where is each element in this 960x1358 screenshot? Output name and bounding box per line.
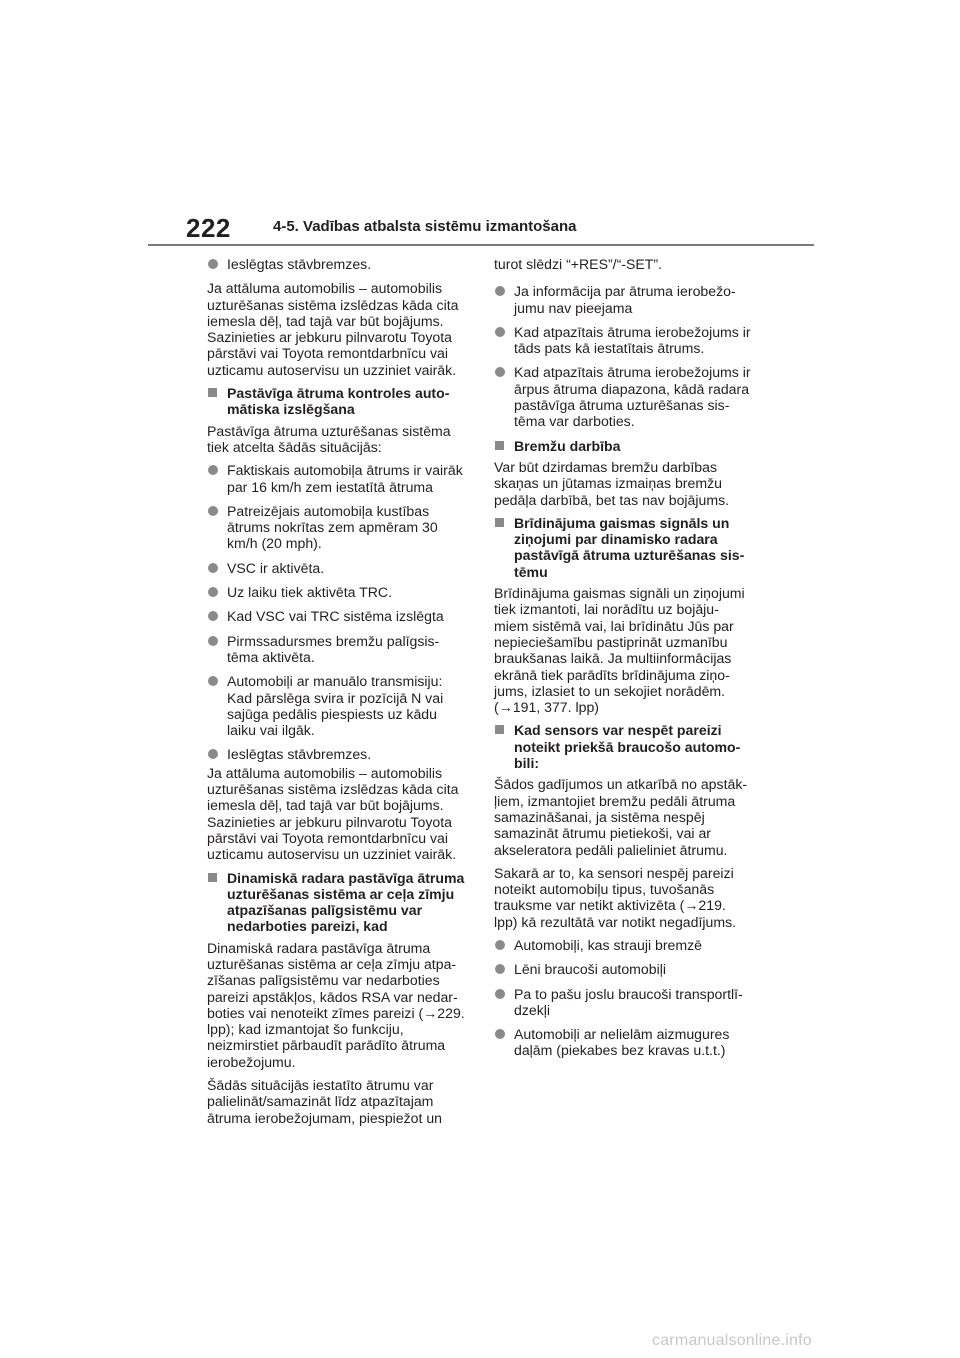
list-item-text: Ieslēgtas stāvbremzes. bbox=[227, 746, 372, 763]
list-item-text: Automobiļi ar manuālo transmisiju: Kad pārslēga svira ir pozīcijā N vai sajūga pedālis piespiests uz kādu laiku vai ilgāk. bbox=[227, 673, 444, 739]
list-item-text: Uz laiku tiek aktivēta TRC. bbox=[227, 584, 393, 601]
paragraph: Dinamiskā radara pastāvīga ātruma uzturēšanas sistēma ar ceļa zīmju atpa-zīšanas palīgsistēmu var nedarboties pareizi apstākļos, kādos RSA var nedar-boties vai nenoteikt zīmes pareizi (→229. lpp); kad izmantojat šo funkciju, neizmirstiet pārbaudīt parādīto ātruma ierobežojumu. bbox=[207, 939, 465, 1070]
bullet-dot-icon bbox=[495, 367, 505, 377]
bullet-dot-icon bbox=[495, 327, 505, 337]
list-item-text: Pirmssadursmes bremžu palīgsis-tēma aktivēta. bbox=[227, 632, 440, 665]
list-item bbox=[494, 283, 752, 316]
list-item-text: Kad atpazītais ātruma ierobežojums ir tāds pats kā iestatītais ātrums. bbox=[514, 323, 751, 357]
watermark: carmanualsonline.info bbox=[652, 1332, 812, 1349]
list-item-text: Patreizējais automobiļa kustības ātrums nokrītas zem apmēram 30 km/h (20 mph). bbox=[227, 502, 438, 552]
list-item bbox=[207, 633, 465, 666]
subheading-text: Kad sensors var nespēt pareizi noteikt priekšā braucošo automo-bili: bbox=[514, 722, 741, 772]
header-divider bbox=[148, 244, 814, 246]
subheading bbox=[494, 722, 752, 771]
subheading bbox=[207, 385, 465, 418]
bullet-dot-icon bbox=[208, 259, 218, 269]
list-item bbox=[494, 324, 752, 357]
paragraph: Brīdinājuma gaismas signāli un ziņojumi tiek izmantoti, lai norādītu uz bojāju-miem sistēmā vai, lai brīdinātu Jūs par nepieciešamību pastiprināt uzmanību braukšanas laikā. Ja multiinformācijas ekrānā tiek parādīts brīdinājuma ziņo-jums, izlasiet to un sekojiet norādēm. (→191, 377. lpp) bbox=[494, 585, 745, 716]
subheading-text: Pastāvīga ātruma kontroles auto-mātiska izslēgšana bbox=[227, 385, 450, 418]
right-column bbox=[494, 256, 752, 1067]
subheading bbox=[494, 515, 752, 580]
list-item bbox=[494, 1026, 752, 1059]
square-bullet-icon bbox=[208, 873, 217, 882]
square-bullet-icon bbox=[495, 441, 504, 450]
list-item bbox=[494, 364, 752, 429]
list-item bbox=[207, 503, 465, 552]
subheading-text: Brīdinājuma gaismas signāls un ziņojumi par dinamisko radara pastāvīgā ātruma uzturēšanas sis-tēmu bbox=[514, 514, 745, 580]
list-item-text: VSC ir aktivēta. bbox=[227, 559, 325, 576]
bullet-dot-icon bbox=[208, 611, 218, 621]
list-item bbox=[207, 673, 465, 738]
subheading bbox=[494, 438, 752, 454]
list-item-text: Automobiļi ar nelielām aizmugures daļām (piekabes bez kravas u.t.t.) bbox=[514, 1026, 730, 1059]
bullet-dot-icon bbox=[208, 465, 218, 475]
page-header bbox=[148, 210, 814, 250]
list-item bbox=[207, 746, 465, 762]
list-item-text: Ja informācija par ātruma ierobežo-jumu nav pieejama bbox=[514, 283, 736, 316]
list-item bbox=[207, 462, 465, 495]
list-item-text: Automobiļi, kas strauji bremzē bbox=[514, 936, 702, 953]
section-title: 4-5. Vadības atbalsta sistēmu izmantošana bbox=[273, 218, 577, 235]
paragraph: Var būt dzirdamas bremžu darbības skaņas un jūtamas izmaiņas bremžu pedāļa darbībā, bet tas nav bojājums. bbox=[494, 458, 730, 508]
bullet-dot-icon bbox=[208, 636, 218, 646]
list-item bbox=[207, 560, 465, 576]
list-item-text: Lēni braucoši automobiļi bbox=[514, 961, 666, 978]
list-item bbox=[494, 986, 752, 1019]
paragraph: turot slēdzi “+RES”/“-SET”. bbox=[494, 256, 662, 272]
paragraph: Pastāvīga ātruma uzturēšanas sistēma tiek atcelta šādās situācijās: bbox=[207, 422, 451, 455]
left-column bbox=[207, 256, 465, 1133]
subheading-text: Dinamiskā radara pastāvīga ātruma uzturēšanas sistēma ar ceļa zīmju atpazīšanas palīgsistēmu var nedarboties pareizi, kad bbox=[227, 869, 465, 935]
page-number: 222 bbox=[186, 213, 231, 243]
list-item-text: Ieslēgtas stāvbremzes. bbox=[227, 256, 372, 272]
list-item-text: Kad atpazītais ātruma ierobežojums ir ārpus ātruma diapazona, kādā radara pastāvīga ātruma uzturēšanas sis-tēma var darboties. bbox=[514, 364, 751, 430]
list-item bbox=[494, 937, 752, 953]
paragraph: Ja attāluma automobilis – automobilis uzturēšanas sistēma izslēdzas kāda cita iemesla dēļ, tad tajā var būt bojājums. Sazinieties ar jebkuru pilnvarotu Toyota pārstāvi vai Toyota remontdarbnīcu vai uzticamu autoservisu un uzziniet vairāk. bbox=[207, 280, 459, 378]
paragraph: Šādos gadījumos un atkarībā no apstāk-ļiem, izmantojiet bremžu pedāli ātruma samazināšanai, ja sistēma nespēj samazināt ātrumu pietiekoši, vai ar akseleratora pedāli palieliniet ātrumu. bbox=[494, 776, 748, 858]
square-bullet-icon bbox=[495, 518, 504, 527]
list-item bbox=[207, 608, 465, 624]
bullet-dot-icon bbox=[495, 940, 505, 950]
bullet-dot-icon bbox=[495, 286, 505, 296]
subheading bbox=[207, 870, 465, 935]
bullet-dot-icon bbox=[495, 989, 505, 999]
subheading-text: Bremžu darbība bbox=[514, 437, 621, 454]
list-item-text: Pa to pašu joslu braucoši transportlī-dzekļi bbox=[514, 985, 743, 1018]
bullet-dot-icon bbox=[208, 749, 218, 759]
bullet-dot-icon bbox=[495, 1029, 505, 1039]
paragraph: Sakarā ar to, ka sensori nespēj pareizi noteikt automobiļu tipus, tuvošanās trauksme var netikt aktivizēta (→219. lpp) kā rezultātā var notikt negadījums. bbox=[494, 864, 737, 930]
bullet-dot-icon bbox=[208, 506, 218, 516]
square-bullet-icon bbox=[208, 388, 217, 397]
bullet-dot-icon bbox=[208, 676, 218, 686]
list-item bbox=[207, 584, 465, 600]
bullet-dot-icon bbox=[495, 964, 505, 974]
paragraph: Šādās situācijās iestatīto ātrumu var palielināt/samazināt līdz atpazītajam ātruma ierobežojumam, piespiežot un bbox=[207, 1077, 443, 1126]
paragraph: Ja attāluma automobilis – automobilis uzturēšanas sistēma izslēdzas kāda cita iemesla dēļ, tad tajā var būt bojājums. Sazinieties ar jebkuru pilnvarotu Toyota pārstāvi vai Toyota remontdarbnīcu vai uzticamu autoservisu un uzziniet vairāk. bbox=[207, 764, 459, 863]
square-bullet-icon bbox=[495, 725, 504, 734]
bullet-dot-icon bbox=[208, 587, 218, 597]
list-item-text: Kad VSC vai TRC sistēma izslēgta bbox=[227, 608, 444, 625]
list-item bbox=[494, 961, 752, 977]
bullet-dot-icon bbox=[208, 563, 218, 573]
list-item bbox=[207, 256, 465, 272]
list-item-text: Faktiskais automobiļa ātrums ir vairāk par 16 km/h zem iestatītā ātruma bbox=[227, 462, 463, 495]
